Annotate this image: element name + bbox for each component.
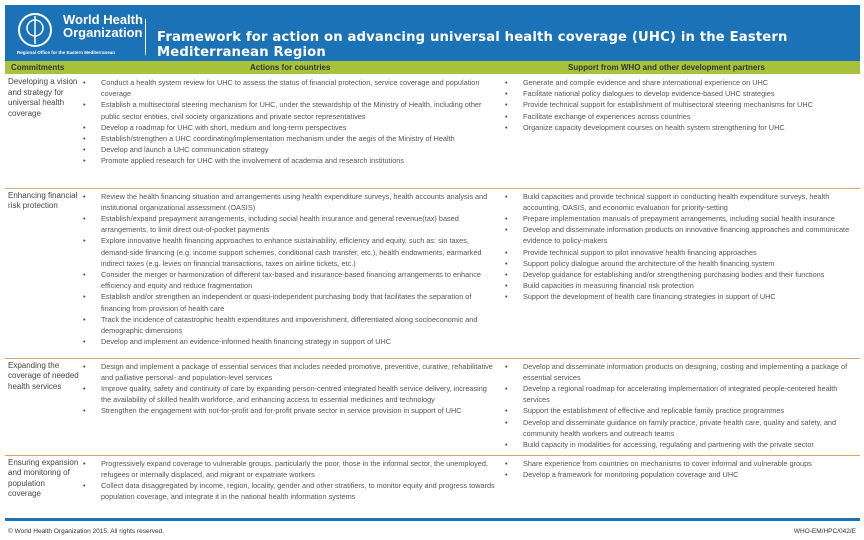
list-item: • Develop guidance for establishing and/or strengthening purchasing bodies and their functions: [501, 269, 860, 280]
commitment-cell: Ensuring expansion and monitoring of population coverage: [5, 455, 79, 519]
list-item: • Develop and disseminate guidance on family practice, private health care, quality and safety, and community health workers and outreach teams: [501, 417, 860, 439]
commitment-cell: Enhancing financial risk protection: [5, 188, 79, 358]
support-cell: [501, 75, 860, 188]
list-item: • Build capacities in measuring financial risk protection: [501, 280, 860, 291]
header-banner: [5, 5, 860, 61]
list-item: • Prepare implementation manuals of prepayment arrangements, including social health insurance: [501, 213, 860, 224]
support-cell: [501, 455, 860, 519]
list-item: • Organize capacity development courses on health system strengthening for UHC: [501, 122, 860, 133]
list-item: • Develop and implement an evidence-informed health financing strategy in support of UHC: [79, 336, 501, 347]
column-headers: [5, 61, 860, 74]
list-item: • Establish/expand prepayment arrangements, including social health insurance and general revenue(tax) based arrangements, to limit direct out-of-pocket payments: [79, 213, 501, 235]
list-item: • Progressively expand coverage to vulnerable groups, particularly the poor, those in the informal sector, the unemployed, refugees or internally displaced, and migrant or expatriate workers: [79, 458, 501, 480]
list-item: • Develop and disseminate information products on innovative financing approaches and communicate evidence to policy-makers: [501, 224, 860, 246]
list-item: • Share experience from countries on mechanisms to cover informal and vulnerable groups: [501, 458, 860, 469]
framework-table: [5, 75, 860, 521]
actions-cell: [79, 75, 501, 188]
copyright: © World Health Organization 2015. All rights reserved.: [8, 528, 165, 535]
list-item: • Develop a framework for monitoring population coverage and UHC: [501, 469, 860, 480]
support-cell: [501, 188, 860, 358]
list-item: • Review the health financing situation and arrangements using health expenditure surveys, health accounts analysis and institutional organizational assessment (OASIS): [79, 191, 501, 213]
doc-code: WHO-EM/HPC/042/E: [793, 528, 856, 535]
list-item: • Develop a regional roadmap for accelerating implementation of integrated people-centered health services: [501, 383, 860, 405]
table-row: [5, 455, 860, 519]
list-item: • Provide technical support for establishment of multisectoral steering mechanisms for UHC: [501, 99, 860, 110]
list-item: • Establish a multisectoral steering mechanism for UHC, under the stewardship of the Ministry of Health, including other public sector entities, civil society organizations and private sector representatives: [79, 99, 501, 121]
page-title: Framework for action on advancing universal health coverage (UHC) in the Eastern Mediterranean Region: [157, 30, 788, 60]
col-actions: Actions for countries: [250, 63, 331, 72]
list-item: • Support policy dialogue around the architecture of the health financing system: [501, 258, 860, 269]
list-item: • Conduct a health system review for UHC to assess the status of financial protection, service coverage and population coverage: [79, 77, 501, 99]
list-item: • Consider the merger or harmonization of different tax-based and insurance-based financing arrangements to enhance efficiency and equity and reduce fragmentation: [79, 269, 501, 291]
list-item: • Explore innovative health financing approaches to enhance sustainability, efficiency and equity, such as: sin taxes, demand-side financing (e.g. income support schemes, conditional cash transfer, etc.), health endowments, earmarked indirect taxes (e.g. levies on financial transactions, taxes on airline tickets, etc.): [79, 235, 501, 269]
list-item: • Strengthen the engagement with not-for-profit and for-profit private sector in service provision in support of UHC: [79, 405, 501, 416]
col-commitments: Commitments: [11, 63, 65, 72]
list-item: • Establish and/or strengthen an independent or quasi-independent purchasing body that facilitates the separation of financing from provision of health care: [79, 291, 501, 313]
org-name: World Health Organization: [63, 12, 143, 40]
list-item: • Build capacities and provide technical support in conducting health expenditure surveys, health accounting, OASIS, and economic evaluation for priority-setting: [501, 191, 860, 213]
list-item: • Develop a roadmap for UHC with short, medium and long-term perspectives: [79, 122, 501, 133]
table-row: [5, 75, 860, 188]
actions-cell: [79, 455, 501, 519]
list-item: • Improve quality, safety and continuity of care by expanding person-centred integrated health service delivery, increasing the availability of skilled health workforce, and enhancing access to essential medicines and technology: [79, 383, 501, 405]
list-item: • Generate and compile evidence and share international experience on UHC: [501, 77, 860, 88]
regional-office: Regional Office for the Eastern Mediterranean: [17, 50, 116, 55]
list-item: • Facilitate exchange of experiences across countries: [501, 111, 860, 122]
list-item: • Build capacity in modalities for accessing, regulating and partnering with the private sector: [501, 439, 860, 450]
list-item: • Support the development of health care financing strategies in support of UHC: [501, 291, 860, 302]
list-item: • Provide technical support to pilot innovative health financing approaches: [501, 247, 860, 258]
actions-cell: [79, 188, 501, 358]
list-item: • Promote applied research for UHC with the involvement of academia and research institutions: [79, 155, 501, 166]
col-support: Support from WHO and other development partners: [568, 63, 765, 72]
table-row: [5, 358, 860, 455]
list-item: • Establish/strengthen a UHC coordinating/implementation mechanism under the aegis of the Ministry of Health: [79, 133, 501, 144]
support-cell: [501, 358, 860, 455]
actions-cell: [79, 358, 501, 455]
list-item: • Track the incidence of catastrophic health expenditures and impoverishment, differentiated along socioeconomic and demographic dimensions: [79, 314, 501, 336]
list-item: • Facilitate national policy dialogues to develop evidence-based UHC strategies: [501, 88, 860, 99]
list-item: • Develop and launch a UHC communication strategy: [79, 144, 501, 155]
list-item: • Support the establishment of effective and replicable family practice programmes: [501, 405, 860, 416]
table-row: [5, 188, 860, 358]
who-emblem-icon: [17, 12, 53, 48]
commitment-cell: Developing a vision and strategy for universal health coverage: [5, 75, 79, 188]
list-item: • Collect data disaggregated by income, region, locality, gender and other stratifiers, to monitor equity and progress towards population coverage, and integrate it in the national health information systems: [79, 480, 501, 502]
divider: [145, 19, 146, 55]
commitment-cell: Expanding the coverage of needed health services: [5, 358, 79, 455]
list-item: • Design and implement a package of essential services that includes needed promotive, preventive, curative, rehabilitative and palliative personal- and population-level services: [79, 361, 501, 383]
list-item: • Develop and disseminate information products on designing, costing and implementing a package of essential services: [501, 361, 860, 383]
